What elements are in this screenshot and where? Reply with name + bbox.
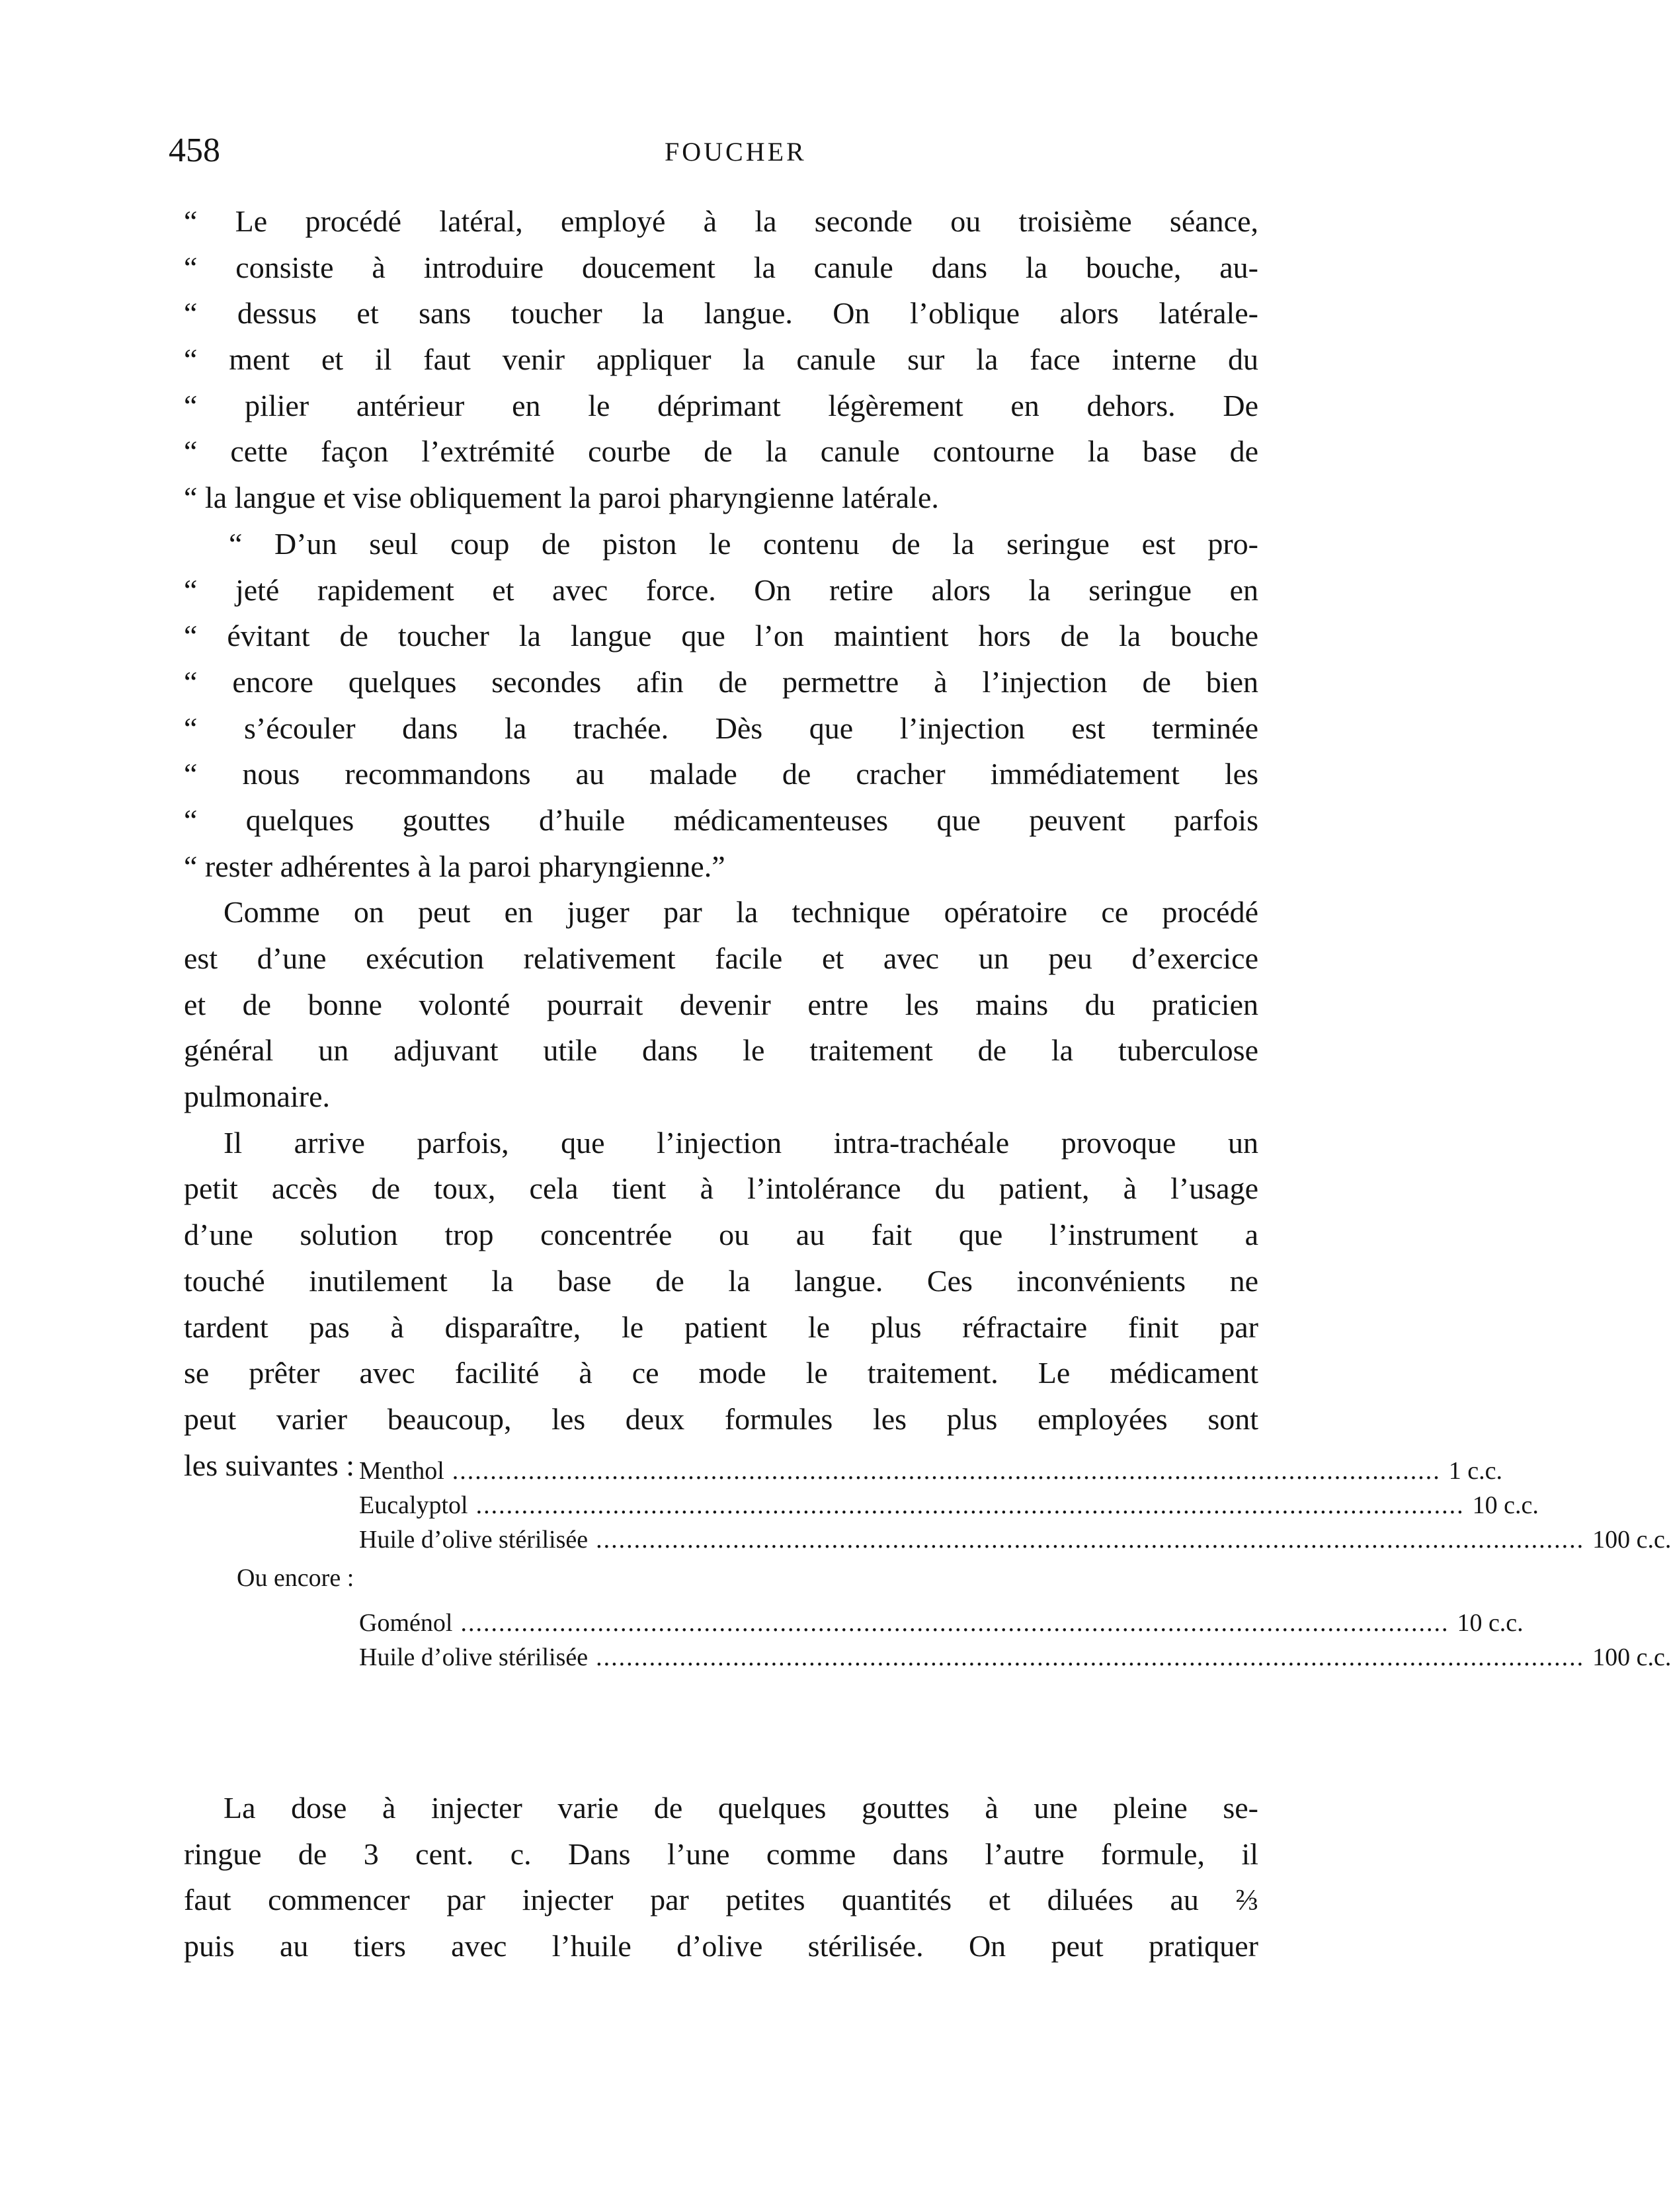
ingredient-name: Menthol (359, 1457, 444, 1485)
text-line: général un adjuvant utile dans le traitement de la tuberculose (184, 1033, 1258, 1068)
text-line: “ rester adhérentes à la paroi pharyngienne.” (184, 849, 725, 883)
quote-paragraph-1 (184, 198, 1258, 521)
text-line: “ dessus et sans toucher la langue. On l’oblique alors latérale- (184, 296, 1258, 331)
quote-paragraph-2 (184, 521, 1258, 890)
or-label: Ou encore : (237, 1564, 354, 1592)
leader-dots: .................................................................................................................................. (460, 1609, 1449, 1637)
ingredient-name: Eucalyptol (359, 1491, 468, 1519)
paragraph-dosage (184, 1785, 1258, 1969)
ingredient-quantity: 100 c.c. (1592, 1526, 1671, 1554)
text-line: “ s’écouler dans la trachée. Dès que l’injection est terminée (184, 711, 1258, 745)
page-number: 458 (169, 132, 220, 169)
text-line: les suivantes : (184, 1448, 355, 1482)
ingredient-quantity: 10 c.c. (1472, 1491, 1539, 1519)
text-line: “ quelques gouttes d’huile médicamenteuses que peuvent parfois (184, 803, 1258, 837)
page-header (169, 131, 1266, 177)
ingredient-name: Goménol (359, 1609, 453, 1637)
text-line: La dose à injecter varie de quelques gouttes à une pleine se- (224, 1791, 1258, 1825)
text-line: “ ment et il faut venir appliquer la canule sur la face interne du (184, 342, 1258, 377)
text-line: petit accès de toux, cela tient à l’intolérance du patient, à l’usage (184, 1171, 1258, 1206)
leader-dots: .................................................................................................................................. (475, 1491, 1465, 1519)
text-line: tardent pas à disparaître, le patient le plus réfractaire finit par (184, 1310, 1258, 1344)
formula-row (359, 1641, 1671, 1674)
text-line: d’une solution trop concentrée ou au fait que l’instrument a (184, 1218, 1258, 1252)
text-line: “ évitant de toucher la langue que l’on maintient hors de la bouche (184, 619, 1258, 653)
text-line: “ jeté rapidement et avec force. On retire alors la seringue en (184, 573, 1258, 607)
text-line: est d’une exécution relativement facile et avec un peu d’exercice (184, 941, 1258, 975)
ingredient-quantity: 100 c.c. (1592, 1643, 1671, 1671)
text-line: “ Le procédé latéral, employé à la seconde ou troisième séance, (184, 204, 1258, 238)
text-line: “ consiste à introduire doucement la canule dans la bouche, au- (184, 250, 1258, 284)
formula-row (359, 1606, 1524, 1639)
ingredient-quantity: 1 c.c. (1448, 1457, 1503, 1485)
text-line: Comme on peut en juger par la technique opératoire ce procédé (224, 895, 1258, 929)
page-body (184, 198, 1671, 1963)
text-line: “ D’un seul coup de piston le contenu de la seringue est pro- (229, 526, 1258, 561)
paragraph-incidents (184, 1120, 1258, 1489)
text-line: ringue de 3 cent. c. Dans l’une comme dans l’autre formule, il (184, 1837, 1258, 1871)
text-line: Il arrive parfois, que l’injection intra-trachéale provoque un (224, 1125, 1258, 1160)
text-line: puis au tiers avec l’huile d’olive stérilisée. On peut pratiquer (184, 1929, 1258, 1963)
running-head: FOUCHER (665, 137, 807, 167)
text-line: peut varier beaucoup, les deux formules les plus employées sont (184, 1402, 1258, 1436)
text-line: faut commencer par injecter par petites quantités et diluées au ⅔ (184, 1883, 1258, 1917)
leader-dots: .................................................................................................................................. (596, 1643, 1585, 1671)
text-line: pulmonaire. (184, 1080, 330, 1114)
ingredient-name: Huile d’olive stérilisée (359, 1526, 589, 1554)
formula-row (359, 1489, 1539, 1522)
paragraph-technique (184, 889, 1258, 1119)
ingredient-quantity: 10 c.c. (1457, 1609, 1524, 1637)
text-line: et de bonne volonté pourrait devenir entre les mains du praticien (184, 987, 1258, 1021)
text-line: “ pilier antérieur en le déprimant légèrement en dehors. De (184, 388, 1258, 422)
formula-row (359, 1454, 1503, 1487)
text-line: se prêter avec facilité à ce mode le traitement. Le médicament (184, 1356, 1258, 1390)
leader-dots: .................................................................................................................................. (596, 1526, 1585, 1554)
formula-row (359, 1523, 1671, 1556)
text-line: “ la langue et vise obliquement la paroi pharyngienne latérale. (184, 481, 939, 515)
text-line: “ nous recommandons au malade de cracher immédiatement les (184, 757, 1258, 791)
text-line: “ encore quelques secondes afin de permettre à l’injection de bien (184, 664, 1258, 699)
ingredient-name: Huile d’olive stérilisée (359, 1643, 589, 1671)
leader-dots: .................................................................................................................................. (452, 1457, 1441, 1485)
text-line: touché inutilement la base de la langue. Ces inconvénients ne (184, 1263, 1258, 1298)
text-line: “ cette façon l’extrémité courbe de la canule contourne la base de (184, 434, 1258, 469)
